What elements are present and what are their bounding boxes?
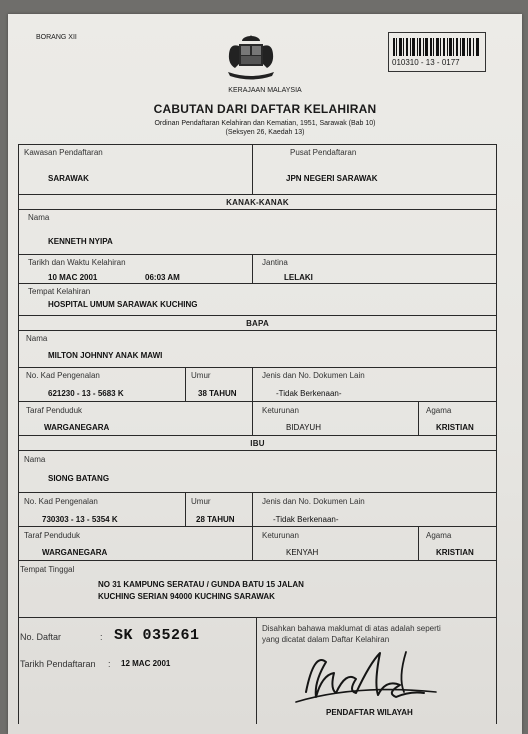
- rule: [252, 492, 253, 526]
- barcode-icon: [393, 38, 479, 56]
- rule: [18, 367, 497, 368]
- residence-label: Tempat Tinggal: [20, 565, 75, 574]
- child-place-label: Tempat Kelahiran: [28, 287, 91, 296]
- section-father: BAPA: [246, 319, 269, 328]
- rule: [18, 492, 497, 493]
- area-value: SARAWAK: [48, 174, 89, 183]
- rule: [18, 450, 497, 451]
- document-title: CABUTAN DARI DAFTAR KELAHIRAN: [153, 102, 377, 116]
- reg-no: SK 035261: [114, 627, 200, 644]
- child-sex-label: Jantina: [262, 258, 288, 267]
- rule: [252, 254, 253, 283]
- rule: [18, 526, 497, 527]
- center-label: Pusat Pendaftaran: [290, 148, 357, 157]
- area-label: Kawasan Pendaftaran: [24, 148, 103, 157]
- rule: [418, 401, 419, 435]
- mother-name-label: Nama: [24, 455, 46, 464]
- child-dob-time: 06:03 AM: [145, 273, 180, 282]
- serial-number: 010310 - 13 - 0177: [392, 58, 460, 67]
- residence-line2: KUCHING SERIAN 94000 KUCHING SARAWAK: [98, 592, 275, 601]
- rule: [185, 367, 186, 401]
- mother-race-label: Keturunan: [262, 531, 299, 540]
- form-code: BORANG XII: [36, 34, 77, 41]
- rule: [18, 560, 497, 561]
- child-name: KENNETH NYIPA: [48, 237, 113, 246]
- rule: [256, 617, 257, 724]
- mother-status-label: Taraf Penduduk: [24, 531, 81, 540]
- father-doc: -Tidak Berkenaan-: [276, 389, 342, 398]
- child-dob-label: Tarikh dan Waktu Kelahiran: [28, 258, 126, 267]
- mother-status: WARGANEGARA: [42, 548, 108, 557]
- rule: [18, 194, 497, 195]
- mother-race: KENYAH: [286, 548, 319, 557]
- rule: [18, 401, 497, 402]
- reg-date: 12 MAC 2001: [121, 659, 171, 668]
- child-place: HOSPITAL UMUM SARAWAK KUCHING: [48, 300, 198, 309]
- birth-certificate-document: [8, 14, 522, 734]
- rule: [18, 254, 497, 255]
- father-religion: KRISTIAN: [436, 423, 474, 432]
- father-race: BIDAYUH: [286, 423, 321, 432]
- rule: [18, 315, 497, 316]
- rule: [252, 367, 253, 401]
- mother-ic-label: No. Kad Pengenalan: [24, 497, 98, 506]
- reg-no-separator: :: [100, 632, 103, 642]
- serial-box: [388, 32, 486, 72]
- rule: [418, 526, 419, 560]
- rule: [18, 617, 497, 618]
- child-dob-date: 10 MAC 2001: [48, 273, 98, 282]
- rule: [18, 209, 497, 210]
- certify-line-2: yang dicatat dalam Daftar Kelahiran: [262, 635, 390, 644]
- father-ic: 621230 - 13 - 5683 K: [48, 389, 124, 398]
- rule: [18, 283, 497, 284]
- father-status: WARGANEGARA: [44, 423, 110, 432]
- mother-name: SIONG BATANG: [48, 474, 110, 483]
- document-section-ref: (Seksyen 26, Kaedah 13): [225, 129, 305, 136]
- residence-line1: NO 31 KAMPUNG SERATAU / GUNDA BATU 15 JALAN: [98, 580, 304, 589]
- reg-date-label: Tarikh Pendaftaran: [20, 659, 96, 669]
- mother-religion-label: Agama: [426, 531, 452, 540]
- mother-age: 28 TAHUN: [196, 515, 235, 524]
- rule: [18, 144, 497, 145]
- rule: [252, 144, 253, 194]
- section-child: KANAK-KANAK: [226, 198, 289, 207]
- rule: [18, 435, 497, 436]
- mother-religion: KRISTIAN: [436, 548, 474, 557]
- certify-line-1: Disahkan bahawa maklumat di atas adalah seperti: [262, 624, 441, 633]
- mother-ic: 730303 - 13 - 5354 K: [42, 515, 118, 524]
- father-religion-label: Agama: [426, 406, 452, 415]
- rule: [252, 401, 253, 435]
- father-status-label: Taraf Penduduk: [26, 406, 83, 415]
- table-border-right: [496, 144, 497, 724]
- coat-of-arms-emblem: [220, 32, 282, 84]
- father-age-label: Umur: [191, 371, 211, 380]
- registrar-signature: [286, 632, 446, 712]
- mother-age-label: Umur: [191, 497, 211, 506]
- reg-no-label: No. Daftar: [20, 632, 62, 642]
- rule: [252, 526, 253, 560]
- document-subtitle: Ordinan Pendaftaran Kelahiran dan Kematian, 1951, Sarawak (Bab 10): [154, 120, 376, 127]
- father-name-label: Nama: [26, 334, 48, 343]
- child-sex: LELAKI: [284, 273, 313, 282]
- child-name-label: Nama: [28, 213, 50, 222]
- father-ic-label: No. Kad Pengenalan: [26, 371, 100, 380]
- rule: [18, 330, 497, 331]
- mother-doc-label: Jenis dan No. Dokumen Lain: [262, 497, 365, 506]
- registrar-title: PENDAFTAR WILAYAH: [326, 708, 413, 717]
- reg-date-separator: :: [108, 659, 111, 669]
- government-name: KERAJAAN MALAYSIA: [228, 87, 302, 94]
- center-value: JPN NEGERI SARAWAK: [286, 174, 378, 183]
- father-name: MILTON JOHNNY ANAK MAWI: [48, 351, 163, 360]
- rule: [185, 492, 186, 526]
- father-doc-label: Jenis dan No. Dokumen Lain: [262, 371, 365, 380]
- table-border-left: [18, 144, 19, 724]
- mother-doc: -Tidak Berkenaan-: [273, 515, 339, 524]
- father-race-label: Keturunan: [262, 406, 299, 415]
- father-age: 38 TAHUN: [198, 389, 237, 398]
- section-mother: IBU: [250, 439, 265, 448]
